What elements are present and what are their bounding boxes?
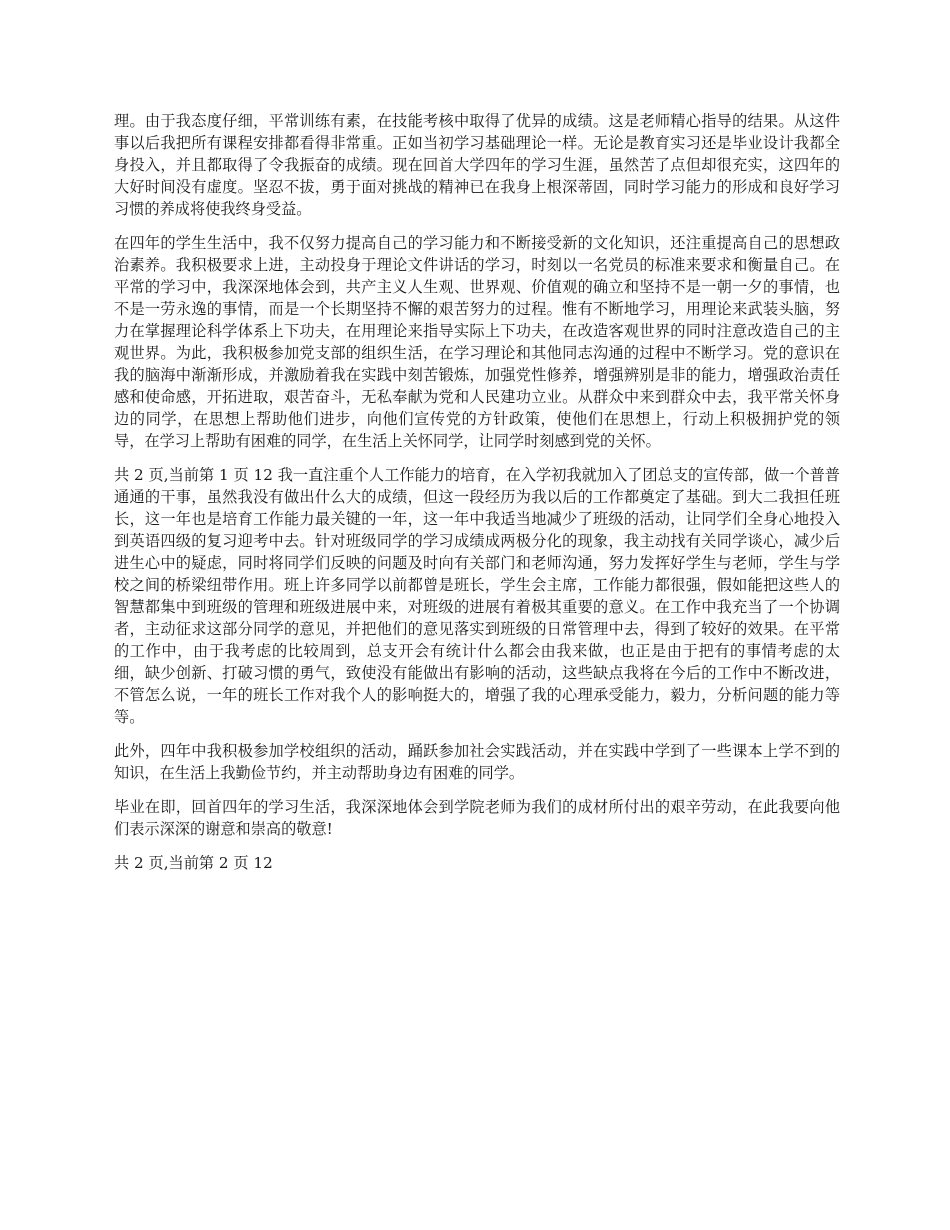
paragraph-gratitude: 毕业在即，回首四年的学习生活，我深深地体会到学院老师为我们的成材所付出的艰辛劳动，在此我要向他们表示深深的谢意和崇高的敬意! <box>114 798 840 838</box>
paragraph-political-study: 在四年的学生生活中，我不仅努力提高自己的学习能力和不断接受新的文化知识，还注重提高自己的思想政治素养。我积极要求上进，主动投身于理论文件讲话的学习，时刻以一名党员的标准来要求和衡量自己。在平常的学习中，我深深地体会到，共产主义人生观、世界观、价值观的确立和坚持不是一朝一夕的事情，也不是一劳永逸的事情，而是一个长期坚持不懈的艰苦努力的过程。惟有不断地学习，用理论来武装头脑，努力在掌握理论科学体系上下功夫，在用理论来指导实际上下功夫，在改造客观世界的同时注意改造自己的主观世界。为此，我积极参加党支部的组织生活，在学习理论和其他同志沟通的过程中不断学习。党的意识在我的脑海中渐渐形成，并激励着我在实践中刻苦锻炼，加强党性修养，增强辨别是非的能力，增强政治责任感和使命感，开拓进取，艰苦奋斗，无私奉献为党和人民建功立业。从群众中来到群众中去，我平常关怀身边的同学，在思想上帮助他们进步，向他们宣传党的方针政策，使他们在思想上，行动上积极拥护党的领导，在学习上帮助有困难的同学，在生活上关怀同学，让同学时刻感到党的关怀。 <box>114 234 840 450</box>
paragraph-activities: 此外，四年中我积极参加学校组织的活动，踊跃参加社会实践活动，并在实践中学到了一些课本上学不到的知识，在生活上我勤俭节约，并主动帮助身边有困难的同学。 <box>114 742 840 782</box>
paragraph-study-results: 理。由于我态度仔细，平常训练有素，在技能考核中取得了优异的成绩。这是老师精心指导的结果。从这件事以后我把所有课程安排都看得非常重。正如当初学习基础理论一样。无论是教育实习还是毕业设计我都全身投入，并且都取得了令我振奋的成绩。现在回首大学四年的学习生涯，虽然苦了点但却很充实，这四年的大好时间没有虚度。坚忍不拔，勇于面对挑战的精神已在我身上根深蒂固，同时学习能力的形成和良好学习习惯的养成将使我终身受益。 <box>114 112 840 218</box>
page-indicator: 共 2 页,当前第 2 页 12 <box>114 854 273 872</box>
document-page <box>114 110 840 886</box>
paragraph-work-ability: 共 2 页,当前第 1 页 12 我一直注重个人工作能力的培育，在入学初我就加入了团总支的宣传部，做一个普普通通的干事，虽然我没有做出什么大的成绩，但这一段经历为我以后的工作都奠定了基础。到大二我担任班长，这一年也是培育工作能力最关键的一年，这一年中我适当地减少了班级的活动，让同学们全身心地投入到英语四级的复习迎考中去。针对班级同学的学习成绩成两极分化的现象，我主动找有关同学谈心，减少后进生心中的疑虑，同时将同学们反映的问题及时向有关部门和老师沟通，努力发挥好学生与老师，学生与学校之间的桥梁纽带作用。班上许多同学以前都曾是班长，学生会主席，工作能力都很强，假如能把这些人的智慧都集中到班级的管理和班级进展中来，对班级的进展有着极其重要的意义。在工作中我充当了一个协调者，主动征求这部分同学的意见，并把他们的意见落实到班级的日常管理中去，得到了较好的效果。在平常的工作中，由于我考虑的比较周到，总支开会有统计什么都会由我来做，也正是由于把有的事情考虑的太细，缺少创新、打破习惯的勇气，致使没有能做出有影响的活动，这些缺点我将在今后的工作中不断改进，不管怎么说，一年的班长工作对我个人的影响挺大的，增强了我的心理承受能力，毅力，分析问题的能力等等。 <box>114 466 840 726</box>
